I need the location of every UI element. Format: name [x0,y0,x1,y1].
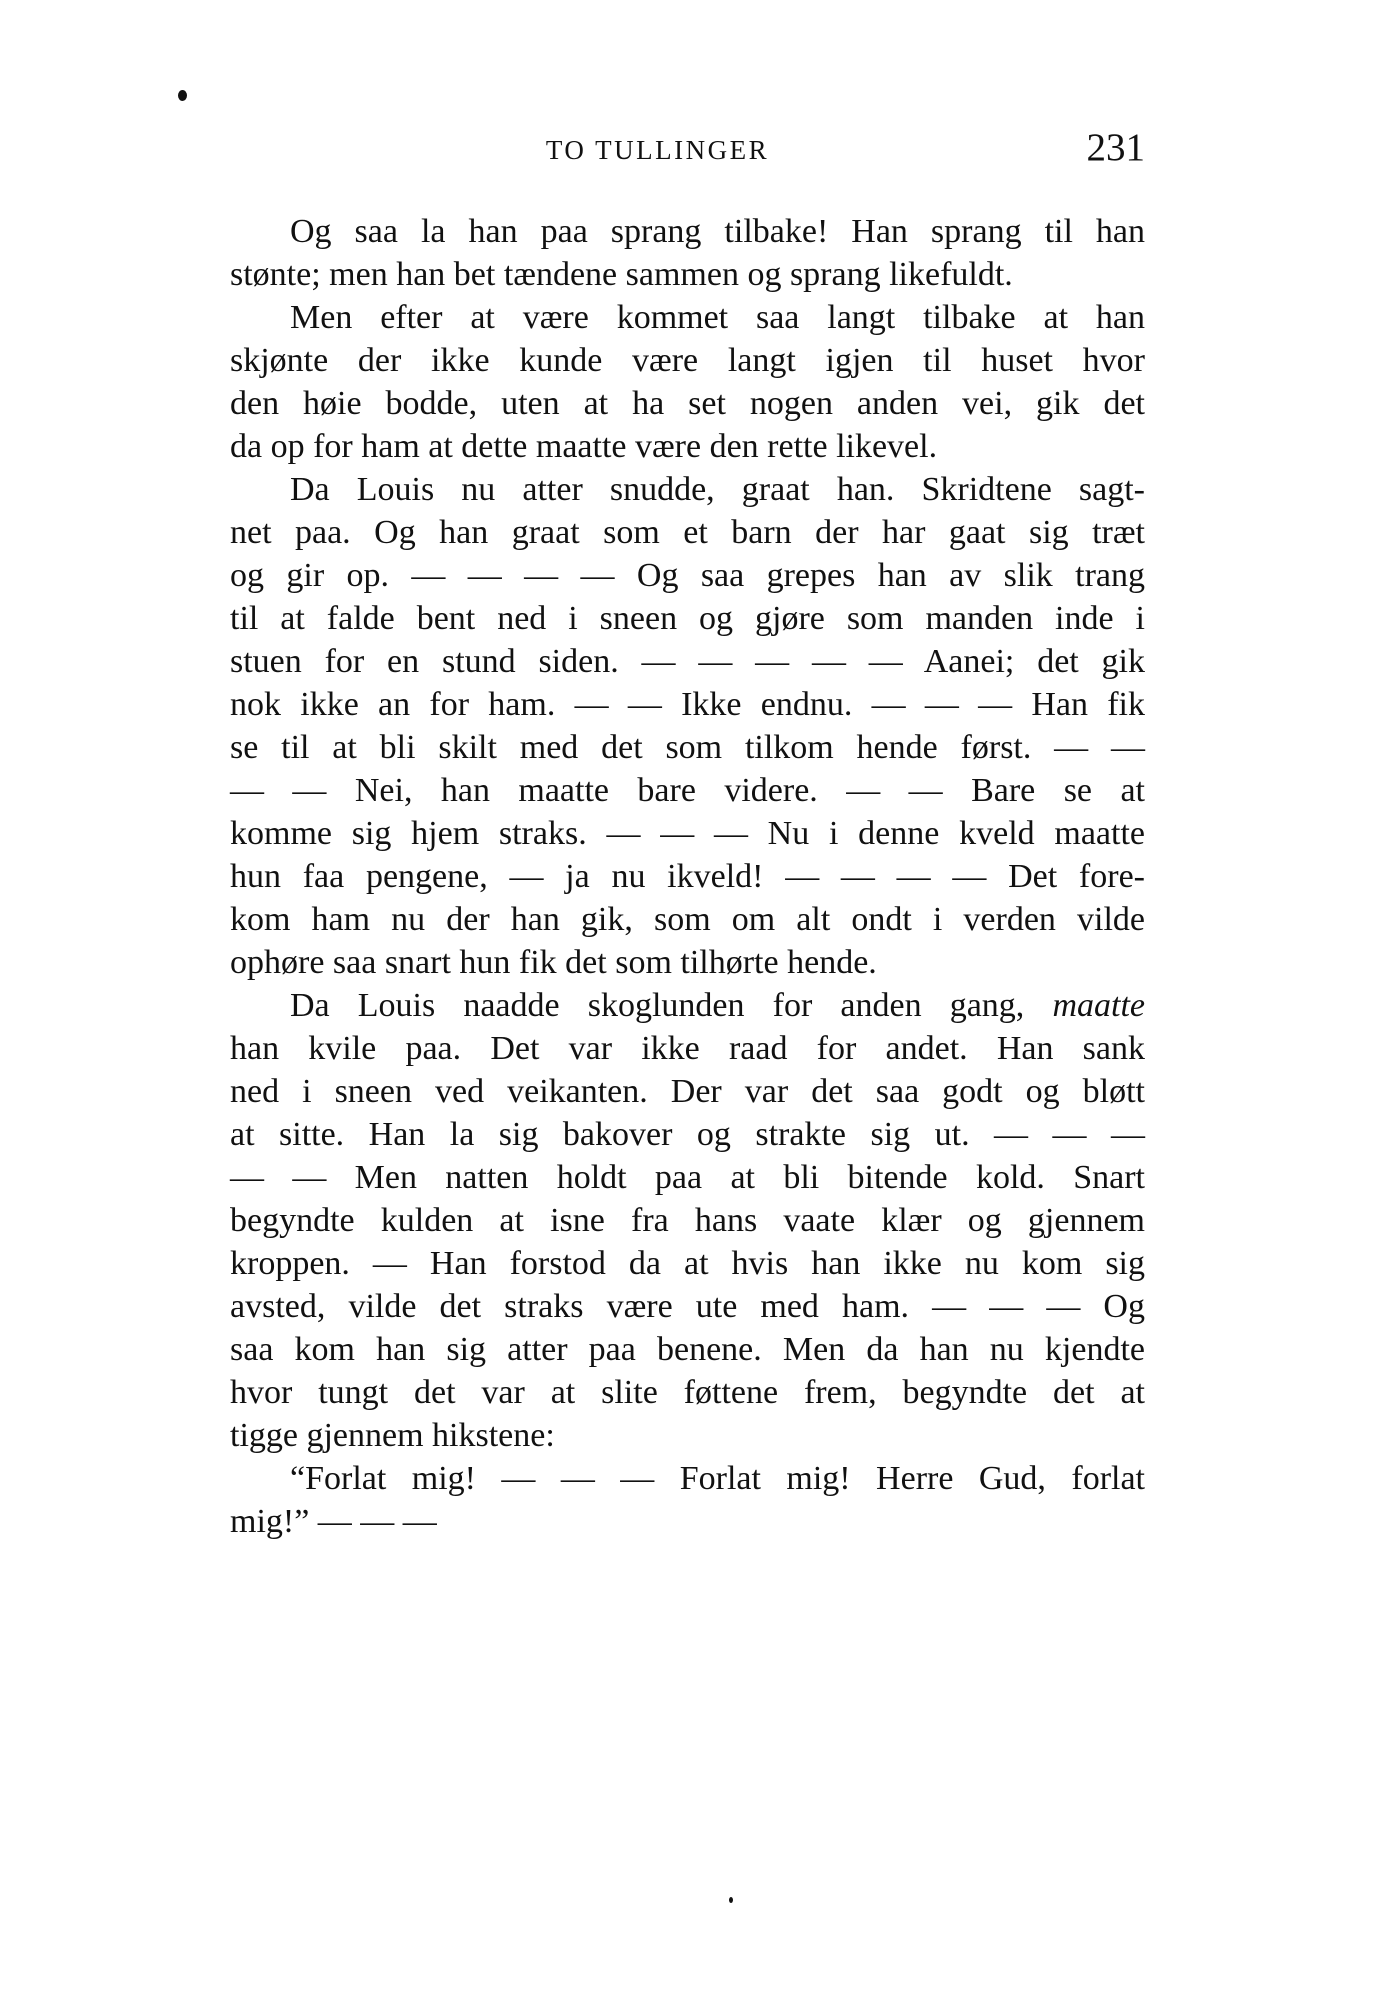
text-line: — — Men natten holdt paa at bli bitende kold. Snart [230,1159,1145,1196]
text-line: nok ikke an for ham. — — Ikke endnu. — — — Han fik [230,686,1145,723]
ink-speck [178,90,187,101]
text-line: kroppen. — Han forstod da at hvis han ikke nu kom sig [230,1245,1145,1282]
text-line: den høie bodde, uten at ha set nogen anden vei, gik det [230,385,1145,422]
text-line: da op for ham at dette maatte være den rette likevel. [230,428,938,465]
text-line: hun faa pengene, — ja nu ikveld! — — — — Det fore- [230,858,1145,895]
text-line [170,984,1145,1027]
page-number: 231 [1086,126,1145,169]
text-line: stønte; men han bet tændene sammen og sprang likefuldt. [230,256,1013,293]
text-line: at sitte. Han la sig bakover og strakte sig ut. — — — [230,1116,1145,1153]
text-line: til at falde bent ned i sneen og gjøre som manden inde i [230,600,1145,637]
paragraph [170,468,1145,984]
text-line: avsted, vilde det straks være ute med ham. — — — Og [230,1288,1145,1325]
ink-speck [729,1897,733,1903]
text-line: komme sig hjem straks. — — — Nu i denne kveld maatte [230,815,1145,852]
text-line: skjønte der ikke kunde være langt igjen til huset hvor [230,342,1145,379]
text-line: Men efter at være kommet saa langt tilbake at han [290,299,1145,336]
paragraph [170,210,1145,296]
text-line: se til at bli skilt med det som tilkom hende først. — — [230,729,1145,766]
text-line: hvor tungt det var at slite føttene frem, begyndte det at [230,1374,1145,1411]
text-line: mig!” — — — [230,1503,437,1540]
page-header [170,125,1145,175]
paragraph [170,296,1145,468]
emphasis: maatte [1052,987,1145,1024]
text-line: tigge gjennem hikstene: [230,1417,555,1454]
text-line: han kvile paa. Det var ikke raad for andet. Han sank [230,1030,1145,1067]
text-line: stuen for en stund siden. — — — — — Aanei; det gik [230,643,1145,680]
text-line: Og saa la han paa sprang tilbake! Han sprang til han [290,213,1145,250]
text-span: Da Louis naadde skoglunden for anden gang, [290,987,1025,1024]
running-head: TO TULLINGER [545,135,770,165]
paragraph [170,1457,1145,1543]
text-line: ned i sneen ved veikanten. Der var det saa godt og bløtt [230,1073,1145,1110]
body-text [170,210,1145,1543]
text-line: — — Nei, han maatte bare videre. — — Bare se at [230,772,1145,809]
text-line: net paa. Og han graat som et barn der har gaat sig træt [230,514,1145,551]
text-line: kom ham nu der han gik, som om alt ondt i verden vilde [230,901,1145,938]
text-line: og gir op. — — — — Og saa grepes han av slik trang [230,557,1145,594]
paragraph [170,984,1145,1457]
text-line: ophøre saa snart hun fik det som tilhørte hende. [230,944,877,981]
text-line: Da Louis nu atter snudde, graat han. Skridtene sagt- [290,471,1145,508]
text-line: “Forlat mig! — — — Forlat mig! Herre Gud, forlat [290,1460,1145,1497]
text-line: begyndte kulden at isne fra hans vaate klær og gjennem [230,1202,1145,1239]
text-line: saa kom han sig atter paa benene. Men da han nu kjendte [230,1331,1145,1368]
